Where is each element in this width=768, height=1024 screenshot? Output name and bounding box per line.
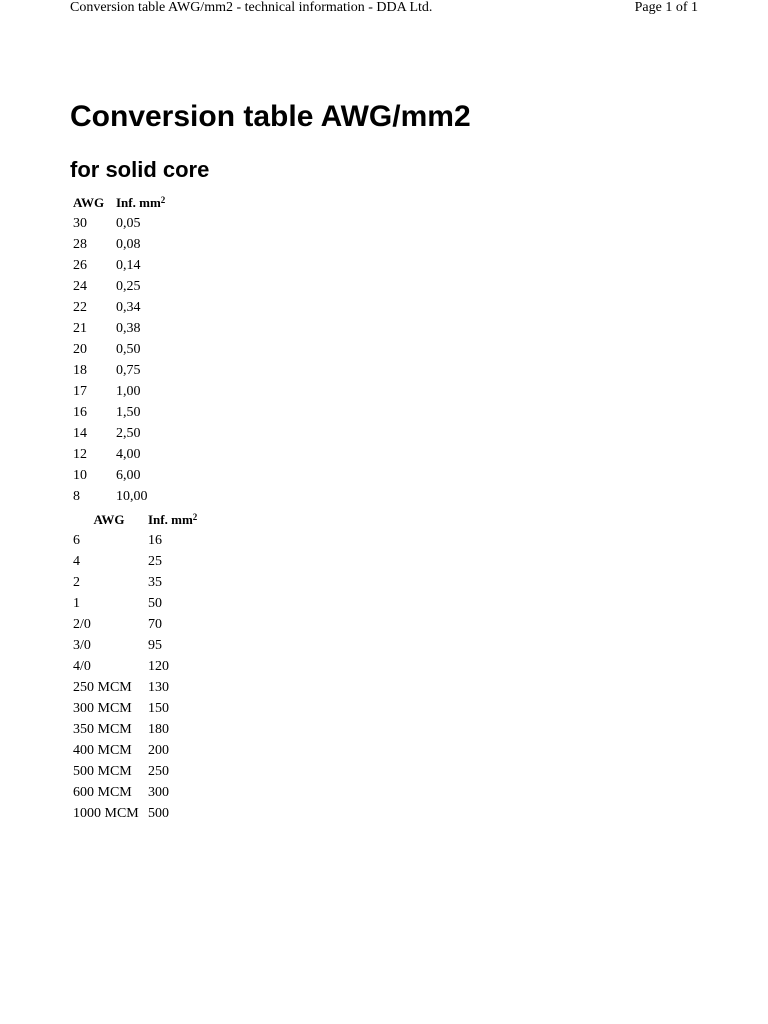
table-row — [70, 803, 218, 824]
mm2-cell: 200 — [148, 743, 169, 758]
mm2-cell: 2,50 — [116, 426, 141, 441]
awg-cell: 16 — [73, 405, 87, 420]
column-header-mm2 — [113, 192, 186, 213]
table-row — [70, 677, 218, 698]
table-row — [70, 339, 186, 360]
awg-cell: 2 — [73, 575, 80, 590]
awg-cell: 17 — [73, 384, 87, 399]
table-row — [70, 360, 186, 381]
awg-cell: 500 MCM — [73, 764, 132, 779]
mm2-cell: 120 — [148, 659, 169, 674]
column-header-mm2 — [145, 509, 218, 530]
mm2-cell: 0,25 — [116, 279, 141, 294]
awg-cell: 24 — [73, 279, 87, 294]
print-header-title: Conversion table AWG/mm2 - technical information - DDA Ltd. — [70, 0, 433, 15]
table-row — [70, 572, 218, 593]
mm2-cell: 16 — [148, 533, 162, 548]
awg-cell: 2/0 — [73, 617, 91, 632]
mm2-cell: 180 — [148, 722, 169, 737]
table-row — [70, 255, 186, 276]
awg-cell: 12 — [73, 447, 87, 462]
awg-cell: 20 — [73, 342, 87, 357]
awg-cell: 1000 MCM — [73, 806, 139, 821]
awg-cell: 22 — [73, 300, 87, 315]
column-header-awg: AWG — [73, 195, 105, 210]
table-header-row — [70, 509, 218, 530]
column-header-mm2-text: Inf. mm — [148, 512, 193, 527]
awg-cell: 14 — [73, 426, 87, 441]
mm2-cell: 1,50 — [116, 405, 141, 420]
mm2-cell: 130 — [148, 680, 169, 695]
mm2-cell: 6,00 — [116, 468, 141, 483]
mm2-cell: 25 — [148, 554, 162, 569]
mm2-cell: 1,00 — [116, 384, 141, 399]
table-header-row — [70, 192, 186, 213]
table-row — [70, 318, 186, 339]
mm2-cell: 35 — [148, 575, 162, 590]
awg-cell: 6 — [73, 533, 80, 548]
print-header — [70, 0, 698, 18]
table-row — [70, 465, 186, 486]
table-row — [70, 402, 186, 423]
mm2-cell: 300 — [148, 785, 169, 800]
mm2-cell: 0,50 — [116, 342, 141, 357]
awg-cell: 300 MCM — [73, 701, 132, 716]
awg-cell: 3/0 — [73, 638, 91, 653]
table-row — [70, 698, 218, 719]
table-row — [70, 761, 218, 782]
conversion-table-gauges — [70, 192, 186, 507]
mm2-cell: 95 — [148, 638, 162, 653]
awg-cell: 250 MCM — [73, 680, 132, 695]
table-row — [70, 381, 186, 402]
awg-cell: 4 — [73, 554, 80, 569]
table-row — [70, 486, 186, 507]
table-row — [70, 297, 186, 318]
mm2-cell: 250 — [148, 764, 169, 779]
column-header-mm2-superscript: 2 — [160, 195, 166, 205]
column-header-mm2-superscript: 2 — [192, 512, 198, 522]
awg-cell: 30 — [73, 216, 87, 231]
column-header-awg: AWG — [93, 512, 125, 527]
page-title: Conversion table AWG/mm2 — [70, 100, 471, 133]
awg-cell: 400 MCM — [73, 743, 132, 758]
awg-cell: 8 — [73, 489, 80, 504]
table-row — [70, 423, 186, 444]
mm2-cell: 10,00 — [116, 489, 148, 504]
table-row — [70, 593, 218, 614]
mm2-cell: 0,08 — [116, 237, 141, 252]
print-header-page-number: Page 1 of 1 — [634, 0, 698, 15]
table-body — [70, 530, 218, 824]
table-row — [70, 530, 218, 551]
table-row — [70, 551, 218, 572]
awg-cell: 1 — [73, 596, 80, 611]
awg-cell: 4/0 — [73, 659, 91, 674]
table-row — [70, 614, 218, 635]
mm2-cell: 0,34 — [116, 300, 141, 315]
mm2-cell: 4,00 — [116, 447, 141, 462]
awg-cell: 10 — [73, 468, 87, 483]
table-row — [70, 234, 186, 255]
table-row — [70, 719, 218, 740]
table-row — [70, 782, 218, 803]
awg-cell: 18 — [73, 363, 87, 378]
mm2-cell: 500 — [148, 806, 169, 821]
table-body — [70, 213, 186, 507]
mm2-cell: 150 — [148, 701, 169, 716]
mm2-cell: 0,14 — [116, 258, 141, 273]
mm2-cell: 0,75 — [116, 363, 141, 378]
column-header-mm2-text: Inf. mm — [116, 195, 161, 210]
table-row — [70, 656, 218, 677]
table-row — [70, 740, 218, 761]
conversion-table-large-gauges — [70, 509, 218, 824]
mm2-cell: 0,05 — [116, 216, 141, 231]
table-row — [70, 276, 186, 297]
awg-cell: 600 MCM — [73, 785, 132, 800]
awg-cell: 350 MCM — [73, 722, 132, 737]
table-row — [70, 444, 186, 465]
table-row — [70, 213, 186, 234]
mm2-cell: 70 — [148, 617, 162, 632]
awg-cell: 28 — [73, 237, 87, 252]
page-subtitle: for solid core — [70, 157, 210, 182]
table-row — [70, 635, 218, 656]
mm2-cell: 50 — [148, 596, 162, 611]
awg-cell: 21 — [73, 321, 87, 336]
mm2-cell: 0,38 — [116, 321, 141, 336]
awg-cell: 26 — [73, 258, 87, 273]
